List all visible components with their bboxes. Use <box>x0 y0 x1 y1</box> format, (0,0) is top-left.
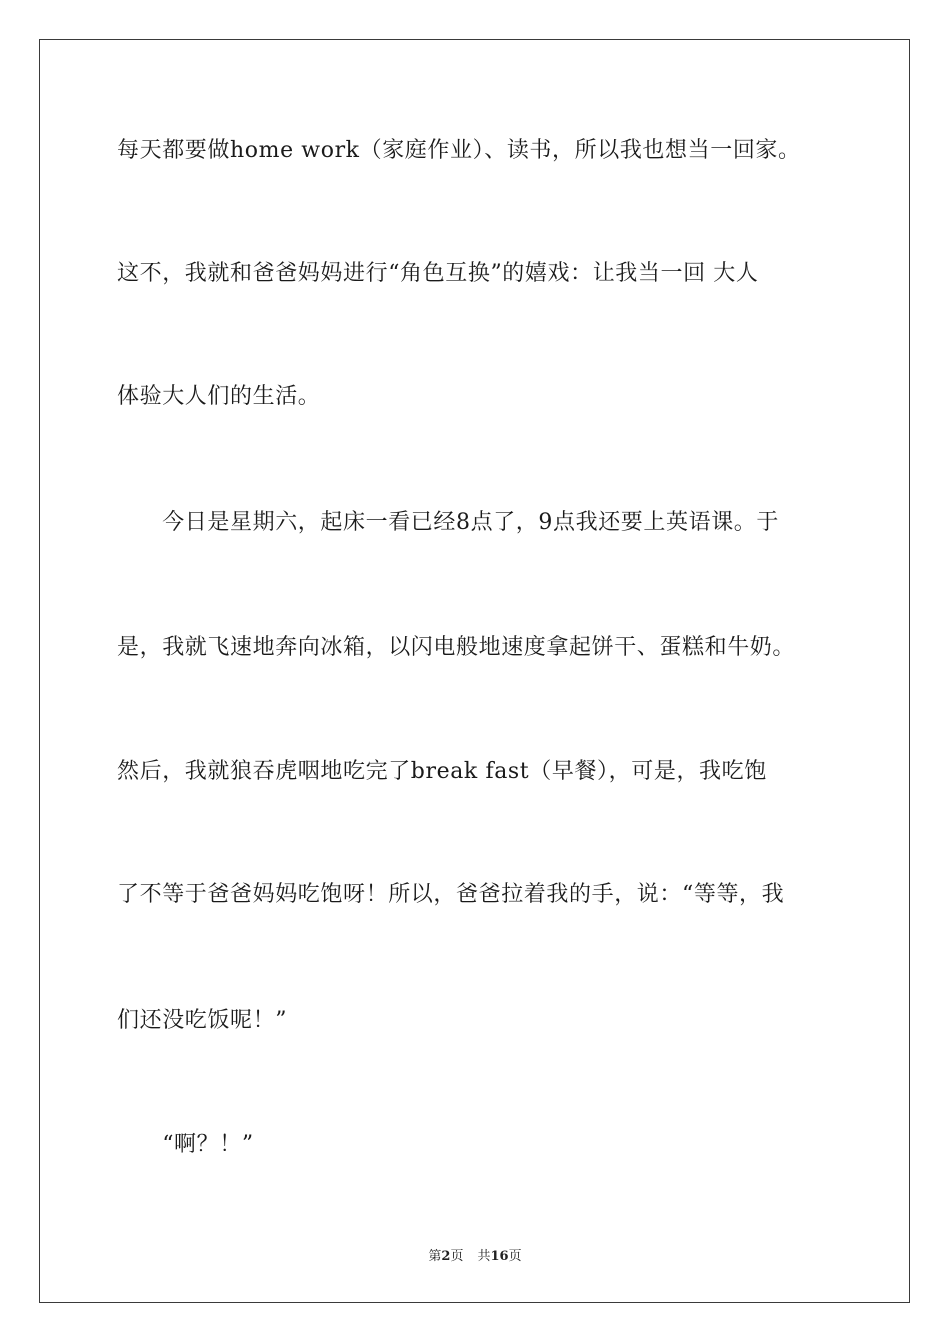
page-current: 2 <box>441 1249 451 1264</box>
page-footer <box>0 1248 950 1266</box>
page-frame <box>39 39 910 1303</box>
page-prefix: 第 <box>428 1249 442 1264</box>
page-suffix: 页 <box>450 1249 464 1264</box>
body-text-line: “啊？！” <box>117 1132 254 1157</box>
total-suffix: 页 <box>508 1249 522 1264</box>
body-text-line: 们还没吃饭呢！” <box>117 1008 288 1033</box>
page-total: 16 <box>490 1249 509 1264</box>
body-text-line: 是，我就飞速地奔向冰箱，以闪电般地速度拿起饼干、蛋糕和牛奶。 <box>117 635 796 660</box>
body-text-line: 这不，我就和爸爸妈妈进行“角色互换”的嬉戏：让我当一回 大人 <box>117 261 759 286</box>
body-text-line: 每天都要做home work（家庭作业）、读书，所以我也想当一回家。 <box>117 138 801 163</box>
body-text-line: 了不等于爸爸妈妈吃饱呀！所以，爸爸拉着我的手，说：“等等，我 <box>117 882 785 907</box>
total-prefix: 共 <box>477 1249 491 1264</box>
body-text-line: 今日是星期六，起床一看已经8点了，9点我还要上英语课。于 <box>117 510 779 535</box>
body-text-line: 体验大人们的生活。 <box>117 384 321 409</box>
body-text-line: 然后，我就狼吞虎咽地吃完了break fast（早餐），可是，我吃饱 <box>117 759 767 784</box>
